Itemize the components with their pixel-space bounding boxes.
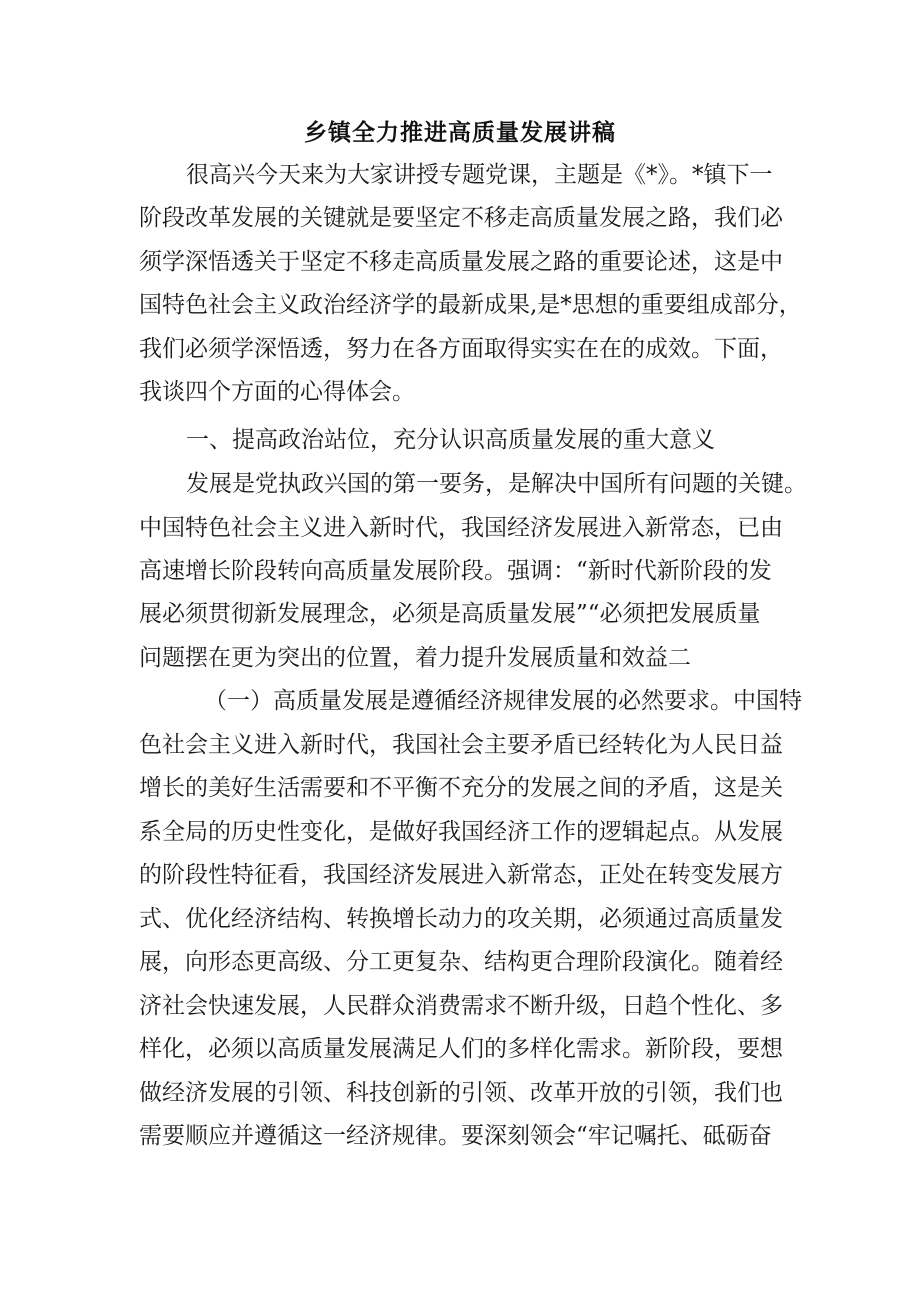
document-title: 乡镇全力推进高质量发展讲稿 bbox=[304, 119, 616, 146]
text-line: 很高兴今天来为大家讲授专题党课，主题是《*》。*镇下一 bbox=[186, 162, 773, 188]
text-line: 发展是党执政兴国的第一要务，是解决中国所有问题的关键。 bbox=[186, 471, 807, 497]
text-line: 阶段改革发展的关键就是要坚定不移走高质量发展之路，我们必 bbox=[139, 205, 783, 231]
text-line: 我谈四个方面的心得体会。 bbox=[139, 379, 415, 405]
subsection-line: （一）高质量发展是遵循经济规律发展的必然要求。中国特 bbox=[204, 688, 802, 714]
text-line: 需要顺应并遵循这一经济规律。要深刻领会“牢记嘱托、砥砺奋 bbox=[139, 1123, 772, 1149]
text-line: 增长的美好生活需要和不平衡不充分的发展之间的矛盾，这是关 bbox=[139, 775, 783, 801]
text-line: 展，向形态更高级、分工更复杂、结构更合理阶段演化。随着经 bbox=[139, 949, 783, 975]
text-line: 中国特色社会主义进入新时代，我国经济发展进入新常态，已由 bbox=[139, 515, 783, 541]
text-line: 的阶段性特征看，我国经济发展进入新常态，正处在转变发展方 bbox=[139, 862, 783, 888]
text-line: 济社会快速发展，人民群众消费需求不断升级，日趋个性化、多 bbox=[139, 993, 783, 1019]
text-line: 须学深悟透关于坚定不移走高质量发展之路的重要论述，这是中 bbox=[139, 249, 783, 275]
text-line: 国特色社会主义政治经济学的最新成果,是*思想的重要组成部分， bbox=[139, 292, 802, 318]
text-line: 做经济发展的引领、科技创新的引领、改革开放的引领，我们也 bbox=[139, 1080, 783, 1106]
text-line: 我们必须学深悟透，努力在各方面取得实实在在的成效。下面， bbox=[139, 336, 783, 362]
text-line: 问题摆在更为突出的位置，着力提升发展质量和效益二 bbox=[139, 645, 691, 671]
text-line: 展必须贯彻新发展理念，必须是高质量发展”“必须把发展质量 bbox=[139, 601, 761, 627]
section-heading: 一、提高政治站位，充分认识高质量发展的重大意义 bbox=[186, 427, 715, 453]
text-line: 样化，必须以高质量发展满足人们的多样化需求。新阶段，要想 bbox=[139, 1036, 783, 1062]
text-line: 系全局的历史性变化，是做好我国经济工作的逻辑起点。从发展 bbox=[139, 819, 783, 845]
text-line: 色社会主义进入新时代，我国社会主要矛盾已经转化为人民日益 bbox=[139, 732, 783, 758]
text-line: 式、优化经济结构、转换增长动力的攻关期，必须通过高质量发 bbox=[139, 906, 783, 932]
text-line: 高速增长阶段转向高质量发展阶段。强调：“新时代新阶段的发 bbox=[139, 558, 772, 584]
